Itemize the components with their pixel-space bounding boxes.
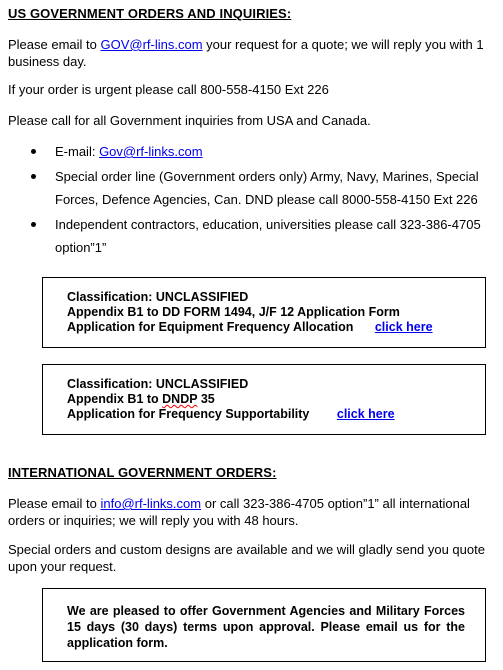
us-email-text-before: Please email to xyxy=(8,37,101,52)
terms-box: We are pleased to offer Government Agencies and Military Forces 15 days (30 days) terms upon approval. Please email us for the application form. xyxy=(42,588,486,662)
form1-click-here-link[interactable]: click here xyxy=(374,320,433,334)
form1-application-line xyxy=(67,320,485,335)
form1-classification: Classification: UNCLASSIFIED xyxy=(67,290,249,304)
form1-application-title: Application for Equipment Frequency Allocation xyxy=(67,320,354,334)
form2-application-line xyxy=(67,407,485,422)
form-box-dndp35 xyxy=(42,364,486,435)
form2-application-title: Application for Frequency Supportability xyxy=(67,407,310,421)
us-email-text-after: your request for a quote; we will reply you with 1 business day. xyxy=(8,37,484,69)
bullet-special-order xyxy=(8,165,498,211)
bullet-special-order-text: Special order line (Government orders only) Army, Navy, Marines, Special Forces, Defence Agencies, Can. DND please call 8000-558-4150 Ext 226 xyxy=(55,169,479,207)
bullet-dot-icon xyxy=(31,149,36,154)
urgent-paragraph: If your order is urgent please call 800-558-4150 Ext 226 xyxy=(8,82,329,97)
bullet-dot-icon xyxy=(31,174,36,179)
special-orders-paragraph: Special orders and custom designs are available and we will gladly send you quote upon your request. xyxy=(8,542,485,574)
call-paragraph: Please call for all Government inquiries from USA and Canada. xyxy=(8,113,371,128)
us-email-link[interactable]: GOV@rf-lins.com xyxy=(100,37,203,52)
us-email-paragraph xyxy=(8,36,498,70)
bullet-email-link[interactable]: Gov@rf-links.com xyxy=(99,144,203,159)
us-orders-heading: US GOVERNMENT ORDERS AND INQUIRIES: xyxy=(8,6,292,21)
bullet-contractors xyxy=(8,213,498,259)
form1-appendix: Appendix B1 to DD FORM 1494, J/F 12 Application Form xyxy=(67,305,400,319)
intl-email-paragraph xyxy=(8,495,498,529)
form2-appendix-before: Appendix B1 to xyxy=(67,392,163,406)
bullet-dot-icon xyxy=(31,222,36,227)
bullet-email xyxy=(8,140,498,163)
bullet-email-label: E-mail: xyxy=(55,144,100,159)
international-orders-heading: INTERNATIONAL GOVERNMENT ORDERS: xyxy=(8,465,277,480)
form2-appendix xyxy=(67,392,485,407)
form2-appendix-after: 35 xyxy=(197,392,215,406)
intl-email-link[interactable]: info@rf-links.com xyxy=(100,496,202,511)
intl-email-text-before: Please email to xyxy=(8,496,101,511)
contact-bullet-list xyxy=(8,140,498,259)
form2-classification: Classification: UNCLASSIFIED xyxy=(67,377,249,391)
form-box-dd1494 xyxy=(42,277,486,348)
intl-email-text-after: or call 323-386-4705 option”1” all international orders or inquiries; we will reply you with 48 hours. xyxy=(8,496,470,528)
form2-click-here-link[interactable]: click here xyxy=(336,407,395,421)
bullet-contractors-text: Independent contractors, education, universities please call 323-386-4705 option”1” xyxy=(55,217,481,255)
form2-appendix-squiggle: DNDP xyxy=(162,392,198,406)
